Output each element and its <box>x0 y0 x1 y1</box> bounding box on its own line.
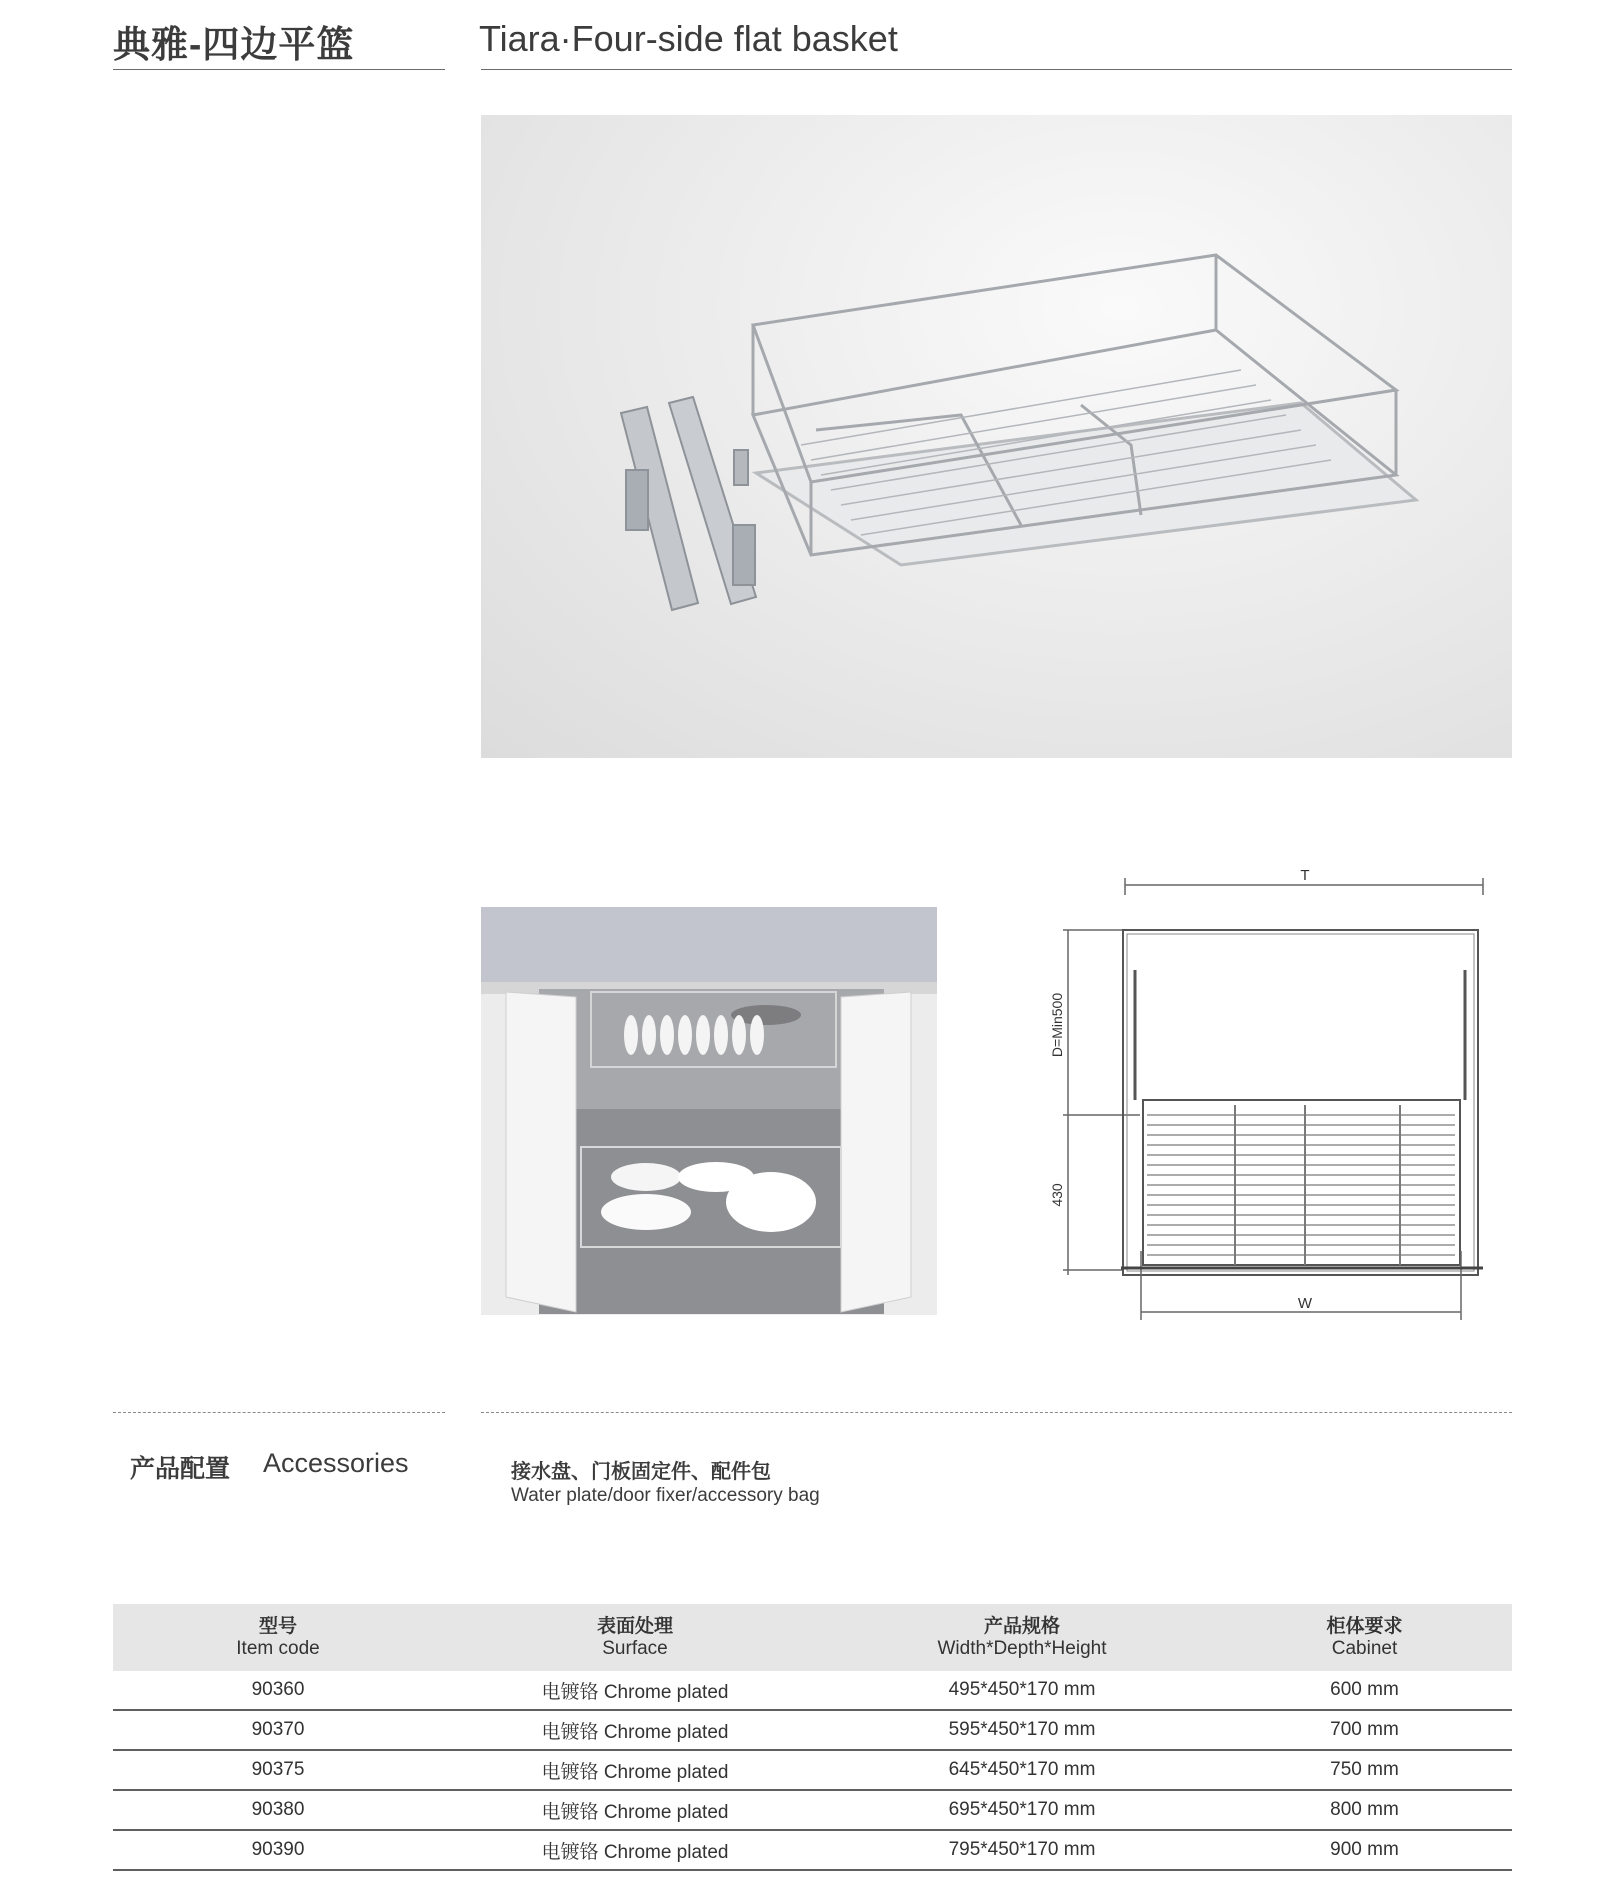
cell-surface: 电镀铬 Chrome plated <box>541 1681 729 1703</box>
cell-cabinet: 600 mm <box>1330 1679 1399 1700</box>
cell-size: 795*450*170 mm <box>948 1839 1096 1860</box>
header-cn: 表面处理 <box>596 1615 673 1637</box>
header-cn: 柜体要求 <box>1326 1615 1403 1637</box>
accessories-value-en: Water plate/door fixer/accessory bag <box>511 1485 820 1506</box>
table-row <box>113 1791 1512 1831</box>
header-en: Surface <box>602 1637 668 1659</box>
table-row <box>113 1751 1512 1791</box>
technical-drawing <box>1049 860 1495 1330</box>
table-row <box>113 1671 1512 1711</box>
separator-left <box>113 1412 445 1413</box>
cabinet-outline <box>1123 930 1478 1275</box>
table-row <box>113 1831 1512 1871</box>
header-cabinet <box>1217 1604 1512 1671</box>
cell-surface: 电镀铬 Chrome plated <box>541 1801 729 1823</box>
installed-cabinet-photo <box>481 907 937 1315</box>
title-chinese: 典雅-四边平篮 <box>113 24 355 65</box>
diagram-label-w: W <box>1297 1295 1313 1312</box>
accessories-label-cn: 产品配置 <box>130 1455 231 1483</box>
title-underline-right <box>481 69 1512 70</box>
cell-item-code: 90380 <box>251 1799 305 1820</box>
diagram-label-height: 430 <box>1049 1183 1065 1207</box>
cell-size: 595*450*170 mm <box>948 1719 1096 1740</box>
cabinet-photo-illustration <box>481 907 937 1315</box>
cell-cabinet: 900 mm <box>1330 1839 1399 1860</box>
cell-cabinet: 750 mm <box>1330 1759 1399 1780</box>
cell-cabinet: 800 mm <box>1330 1799 1399 1820</box>
accessories-label-en: Accessories <box>263 1448 409 1478</box>
cell-size: 645*450*170 mm <box>948 1759 1096 1780</box>
cell-item-code: 90390 <box>251 1839 305 1860</box>
header-en: Cabinet <box>1331 1637 1398 1659</box>
product-hero-image <box>481 115 1512 758</box>
dimension-diagram <box>1049 860 1495 1330</box>
cell-surface: 电镀铬 Chrome plated <box>541 1721 729 1743</box>
cell-item-code: 90370 <box>251 1719 305 1740</box>
cell-cabinet: 700 mm <box>1330 1719 1399 1740</box>
basket-and-slides-illustration <box>481 115 1512 758</box>
cell-surface: 电镀铬 Chrome plated <box>541 1841 729 1863</box>
table-row <box>113 1711 1512 1751</box>
accessories-value-cn: 接水盘、门板固定件、配件包 <box>511 1461 771 1483</box>
title-underline-left <box>113 69 445 70</box>
diagram-label-t: T <box>1300 867 1310 884</box>
cell-size: 495*450*170 mm <box>948 1679 1096 1700</box>
cell-item-code: 90375 <box>251 1759 305 1780</box>
cell-surface: 电镀铬 Chrome plated <box>541 1761 729 1783</box>
wire-basket <box>753 255 1416 565</box>
header-size <box>827 1604 1217 1671</box>
cell-size: 695*450*170 mm <box>948 1799 1096 1820</box>
title-english: Tiara·Four-side flat basket <box>479 18 898 59</box>
header-cn: 产品规格 <box>983 1615 1060 1637</box>
cell-item-code: 90360 <box>251 1679 305 1700</box>
separator-right <box>481 1412 1512 1413</box>
header-en: Width*Depth*Height <box>937 1637 1107 1659</box>
spec-table <box>113 1604 1512 1871</box>
diagram-label-depth: D=Min500 <box>1049 992 1065 1058</box>
header-item-code <box>113 1604 443 1671</box>
table-header <box>113 1604 1512 1671</box>
header-cn: 型号 <box>258 1615 297 1637</box>
header-en: Item code <box>236 1637 320 1659</box>
header-surface <box>443 1604 827 1671</box>
